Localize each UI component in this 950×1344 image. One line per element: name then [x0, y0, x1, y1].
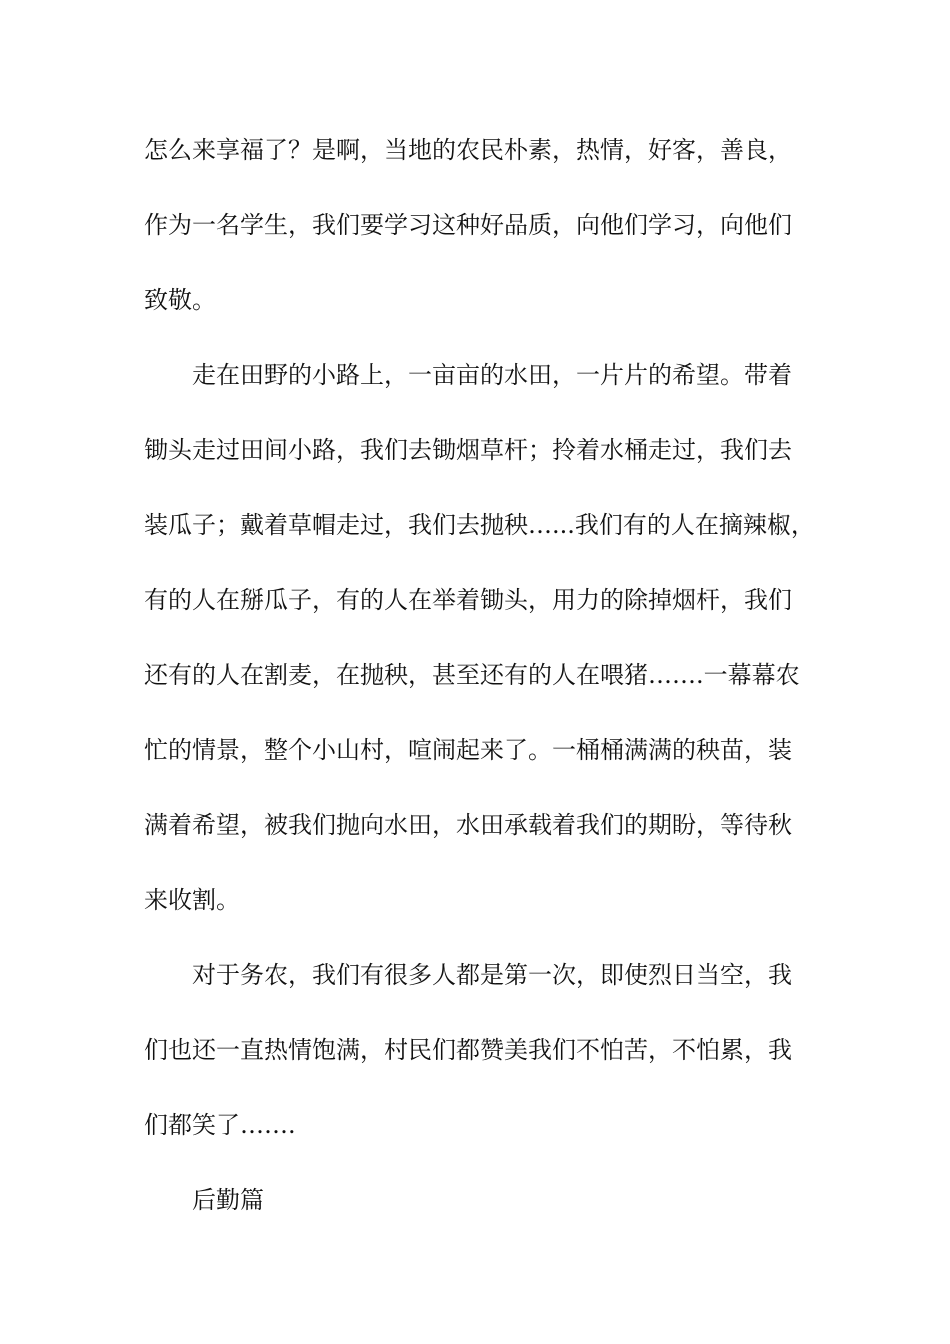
text-line: 忙的情景，整个小山村，喧闹起来了。一桶桶满满的秧苗，装	[144, 736, 792, 764]
text-line: 致敬。	[144, 286, 216, 314]
text-line: 装瓜子；戴着草帽走过，我们去抛秧…...我们有的人在摘辣椒，	[144, 511, 815, 539]
text-line: 有的人在掰瓜子，有的人在举着锄头，用力的除掉烟杆，我们	[144, 586, 792, 614]
text-line: 怎么来享福了？是啊，当地的农民朴素，热情，好客，善良，	[144, 136, 792, 164]
text-line: 们也还一直热情饱满，村民们都赞美我们不怕苦，不怕累，我	[144, 1036, 792, 1064]
paragraph-start-line: 走在田野的小路上，一亩亩的水田，一片片的希望。带着	[192, 361, 792, 389]
paragraph-start-line: 对于务农，我们有很多人都是第一次，即使烈日当空，我	[192, 961, 792, 989]
text-line: 作为一名学生，我们要学习这种好品质，向他们学习，向他们	[144, 211, 792, 239]
text-line: 锄头走过田间小路，我们去锄烟草杆；拎着水桶走过，我们去	[144, 436, 792, 464]
section-heading: 后勤篇	[192, 1186, 264, 1214]
text-line: 还有的人在割麦，在抛秧，甚至还有的人在喂猪…….一幕幕农	[144, 661, 800, 689]
text-line: 们都笑了…….	[144, 1111, 296, 1139]
body-text	[144, 132, 834, 1257]
text-line: 来收割。	[144, 886, 240, 914]
text-line: 满着希望，被我们抛向水田，水田承载着我们的期盼，等待秋	[144, 811, 792, 839]
